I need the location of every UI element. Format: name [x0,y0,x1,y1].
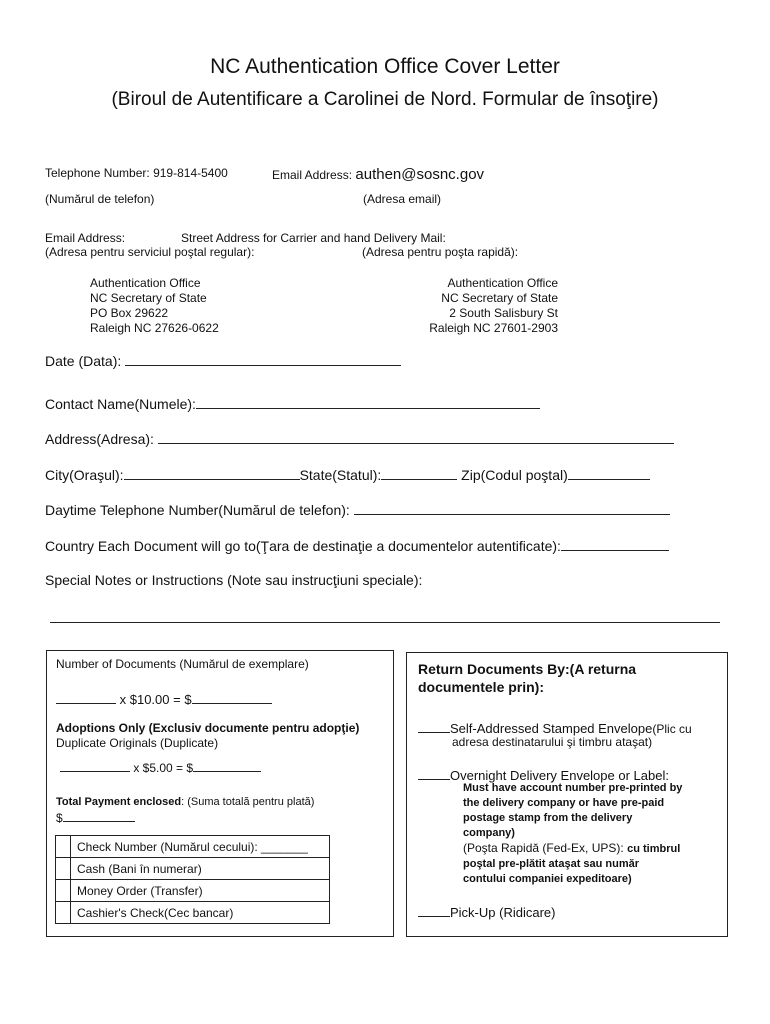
dup-total-line[interactable] [193,760,261,772]
pickup-line[interactable] [418,902,450,917]
overnight-ro-prefix: (Poşta Rapidă (Fed-Ex, UPS): [463,841,624,855]
pickup-label: Pick-Up (Ridicare) [450,905,556,920]
daytime-phone-label: Daytime Telephone Number(Numărul de telefon): [45,502,350,518]
zip-label: Zip(Codul poştal) [461,467,568,483]
self-addressed-ro: (Plic cu [652,722,692,736]
address-field[interactable] [45,429,674,447]
total-rest: : (Suma totală pentru plată) [181,796,315,808]
return-heading [418,660,636,696]
city-line[interactable] [124,465,300,480]
mail-address-label: Email Address: [45,231,126,245]
payment-method-money-order: Money Order (Transfer) [71,880,330,902]
payment-methods [55,835,330,924]
street-address-ro: (Adresa pentru poşta rapidă): [362,245,519,259]
mail-line: NC Secretary of State [90,291,207,305]
payment-row[interactable] [56,836,330,858]
street-line: Authentication Office [447,276,558,290]
checkbox[interactable] [56,836,71,858]
mail-line: Authentication Office [90,276,201,290]
email-value: authen@sosnc.gov [355,166,485,183]
total-payment-label [56,796,314,808]
payment-method-check: Check Number (Numărul cecului): _______ [71,836,330,858]
dup-count-line[interactable] [60,760,130,772]
city-label: City(Oraşul): [45,467,124,483]
overnight-ro-line [463,841,680,855]
payment-method-cash: Cash (Bani în numerar) [71,858,330,880]
self-addressed-line[interactable] [418,718,450,733]
overnight-details [463,781,682,841]
email-line [272,166,484,183]
checkbox[interactable] [56,880,71,902]
street-line: 2 South Salisbury St [449,306,558,320]
num-docs-label: Number of Documents (Numărul de exemplare) [56,657,309,671]
adoptions-label: Adoptions Only (Exclusiv documente pentru adopţie) [56,721,360,735]
total-dollar: $ [56,811,63,825]
phone-ro: (Numărul de telefon) [45,192,155,206]
email-ro: (Adresa email) [363,192,442,206]
country-label: Country Each Document will go to(Ţara de destinaţie a documentelor autentificate): [45,538,561,554]
street-line: NC Secretary of State [441,291,558,305]
overnight-line[interactable] [418,765,450,780]
checkbox[interactable] [56,902,71,924]
num-docs-line[interactable] [56,689,116,704]
payment-row[interactable] [56,880,330,902]
overnight-ro-line: contului companiei expeditoare) [463,873,632,885]
daytime-phone-field[interactable] [45,500,670,518]
overnight-ro-line: poştal pre-plătit ataşat sau număr [463,858,640,870]
contact-line [45,166,228,180]
date-label: Date (Data): [45,353,122,369]
overnight-label: Overnight Delivery Envelope or Label: [450,768,669,783]
zip-line[interactable] [568,465,650,480]
date-field[interactable] [45,351,401,369]
checkbox[interactable] [56,858,71,880]
contact-name-field[interactable] [45,394,540,412]
mail-address-block [90,276,219,336]
overnight-detail-line: company) [463,827,515,839]
phone-value: 919-814-5400 [153,166,228,180]
notes-line[interactable] [50,622,720,623]
self-addressed-option[interactable] [418,718,692,736]
dup-price-field[interactable] [60,760,261,775]
pickup-option[interactable] [418,902,555,920]
overnight-detail-line: the delivery company or have pre-paid [463,797,665,809]
street-line: Raleigh NC 27601-2903 [429,321,558,335]
payment-row[interactable] [56,902,330,924]
daytime-phone-line[interactable] [354,500,670,515]
mail-address-ro: (Adresa pentru serviciul poştal regular): [45,245,255,259]
overnight-detail-line: Must have account number pre-printed by [463,782,683,794]
date-line[interactable] [125,351,401,366]
overnight-ro-bold: cu timbrul [627,843,681,855]
price-field[interactable] [56,689,272,707]
contact-name-line[interactable] [196,394,540,409]
price-label: x $10.00 = $ [119,692,192,707]
address-line[interactable] [158,429,674,444]
payment-method-cashiers-check: Cashier's Check(Cec bancar) [71,902,330,924]
notes-label: Special Notes or Instructions (Note sau instrucţiuni speciale): [45,572,423,588]
state-line[interactable] [381,465,457,480]
mail-line: PO Box 29622 [90,306,169,320]
address-label: Address(Adresa): [45,431,154,447]
street-address-block [408,276,558,336]
total-dollar-field[interactable] [56,810,135,825]
phone-label: Telephone Number: [45,166,150,180]
page-title: NC Authentication Office Cover Letter [210,55,560,78]
country-line[interactable] [561,536,669,551]
country-field[interactable] [45,536,669,554]
email-label: Email Address: [272,168,353,182]
payment-row[interactable] [56,858,330,880]
page-subtitle: (Biroul de Autentificare a Carolinei de Nord. Formular de însoţire) [111,89,659,110]
contact-name-label: Contact Name(Numele): [45,396,196,412]
return-heading-line: Return Documents By:(A returna [418,661,637,677]
price-total-line[interactable] [192,689,272,704]
dup-price-label: x $5.00 = $ [133,761,194,775]
self-addressed-ro-2: adresa destinatarului şi timbru ataşat) [452,735,653,749]
mail-line: Raleigh NC 27626-0622 [90,321,219,335]
city-state-zip-field[interactable] [45,465,650,483]
overnight-detail-line: postage stamp from the delivery [463,812,633,824]
self-addressed-label: Self-Addressed Stamped Envelope [450,721,653,736]
return-heading-line: documentele prin): [418,679,545,695]
duplicate-label: Duplicate Originals (Duplicate) [56,736,219,750]
total-bold: Total Payment enclosed [56,796,182,808]
street-address-label: Street Address for Carrier and hand Delivery Mail: [181,231,446,245]
state-label: State(Statul): [299,467,382,483]
total-line[interactable] [63,810,135,822]
overnight-ro-details [463,857,639,887]
